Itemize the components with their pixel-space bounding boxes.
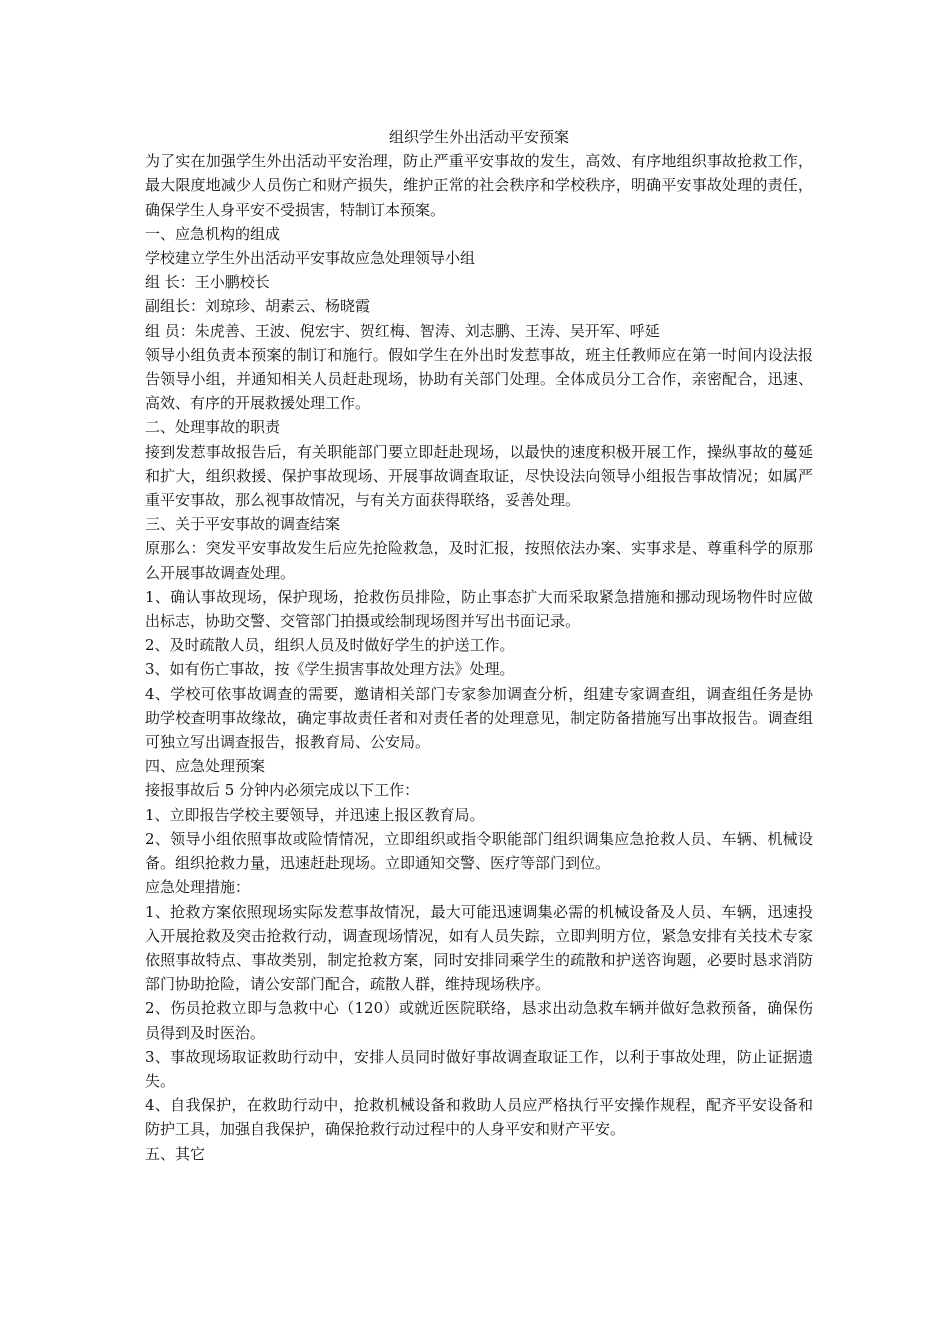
paragraph: 2、及时疏散人员，组织人员及时做好学生的护送工作。: [145, 636, 515, 655]
paragraph: 接到发惹事故报告后，有关职能部门要立即赶赴现场，以最快的速度积极开展工作，操纵事故的蔓延和扩大，组织救援、保护事故现场、开展事故调查取证，尽快设法向领导小组报告事故情况；如属严重平安事故，那么视事故情况，与有关方面获得联络，妥善处理。: [145, 442, 813, 510]
paragraph: 1、抢救方案依照现场实际发惹事故情况，最大可能迅速调集必需的机械设备及人员、车辆，迅速投入开展抢救及突击抢救行动，调查现场情况，如有人员失踪，立即判明方位，紧急安排有关技术专家依照事故特点、事故类别，制定抢救方案，同时安排同乘学生的疏散和护送咨询题，必要时恳求消防部门协助抢险，请公安部门配合，疏散人群，维持现场秩序。: [145, 902, 813, 994]
paragraph: 二、处理事故的职责: [145, 418, 281, 437]
paragraph: 组 长：王小鹏校长: [145, 273, 270, 292]
paragraph: 原那么：突发平安事故发生后应先抢险救急，及时汇报，按照依法办案、实事求是、尊重科学的原那么开展事故调查处理。: [145, 539, 813, 582]
paragraph: 4、学校可依事故调查的需要，邀请相关部门专家参加调查分析，组建专家调查组，调查组任务是协助学校查明事故缘故，确定事故责任者和对责任者的处理意见，制定防备措施写出事故报告。调查组可独立写出调查报告，报教育局、公安局。: [145, 684, 813, 752]
paragraph: 2、领导小组依照事故或险情情况，立即组织或指令职能部门组织调集应急抢救人员、车辆、机械设备。组织抢救力量，迅速赶赴现场。立即通知交警、医疗等部门到位。: [145, 829, 813, 873]
paragraph: 应急处理措施：: [145, 878, 251, 897]
paragraph: 1、确认事故现场，保护现场，抢救伤员排险，防止事态扩大而采取紧急措施和挪动现场物件时应做出标志，协助交警、交管部门拍摄或绘制现场图并写出书面记录。: [145, 587, 813, 631]
paragraph: 领导小组负责本预案的制订和施行。假如学生在外出时发惹事故，班主任教师应在第一时间内设法报告领导小组，并通知相关人员赶赴现场，协助有关部门处理。全体成员分工合作，亲密配合，迅速、高效、有序的开展救援处理工作。: [145, 345, 813, 413]
paragraph: 3、如有伤亡事故，按《学生损害事故处理方法》处理。: [145, 660, 515, 679]
document-body: [145, 149, 813, 1166]
paragraph: 四、应急处理预案: [145, 757, 266, 776]
paragraph: 一、应急机构的组成: [145, 224, 281, 243]
paragraph: 五、其它: [145, 1144, 206, 1163]
paragraph: 为了实在加强学生外出活动平安治理，防止严重平安事故的发生，高效、有序地组织事故抢救工作，最大限度地减少人员伤亡和财产损失，维护正常的社会秩序和学校秩序，明确平安事故处理的责任，确保学生人身平安不受损害，特制订本预案。: [145, 152, 813, 219]
paragraph: 组 员：朱虎善、王波、倪宏宇、贺红梅、智涛、刘志鹏、王涛、吴开军、呼延: [145, 321, 660, 340]
paragraph: 4、自我保护，在救助行动中，抢救机械设备和救助人员应严格执行平安操作规程，配齐平安设备和防护工具，加强自我保护，确保抢救行动过程中的人身平安和财产平安。: [145, 1096, 813, 1139]
paragraph: 2、伤员抢救立即与急救中心（120）或就近医院联络，恳求出动急救车辆并做好急救预备，确保伤员得到及时医治。: [145, 999, 813, 1042]
document-title: 组织学生外出活动平安预案: [388, 128, 569, 146]
paragraph: 三、关于平安事故的调查结案: [145, 515, 341, 534]
paragraph: 接报事故后 5 分钟内必须完成以下工作：: [145, 781, 420, 800]
paragraph: 3、事故现场取证救助行动中，安排人员同时做好事故调查取证工作，以利于事故处理，防止证据遗失。: [145, 1047, 813, 1090]
paragraph: 1、立即报告学校主要领导，并迅速上报区教育局。: [145, 805, 485, 824]
document-page: [145, 125, 813, 1166]
paragraph: 副组长：刘琼珍、胡素云、杨晓霞: [145, 297, 371, 316]
paragraph: 学校建立学生外出活动平安事故应急处理领导小组: [145, 249, 476, 268]
